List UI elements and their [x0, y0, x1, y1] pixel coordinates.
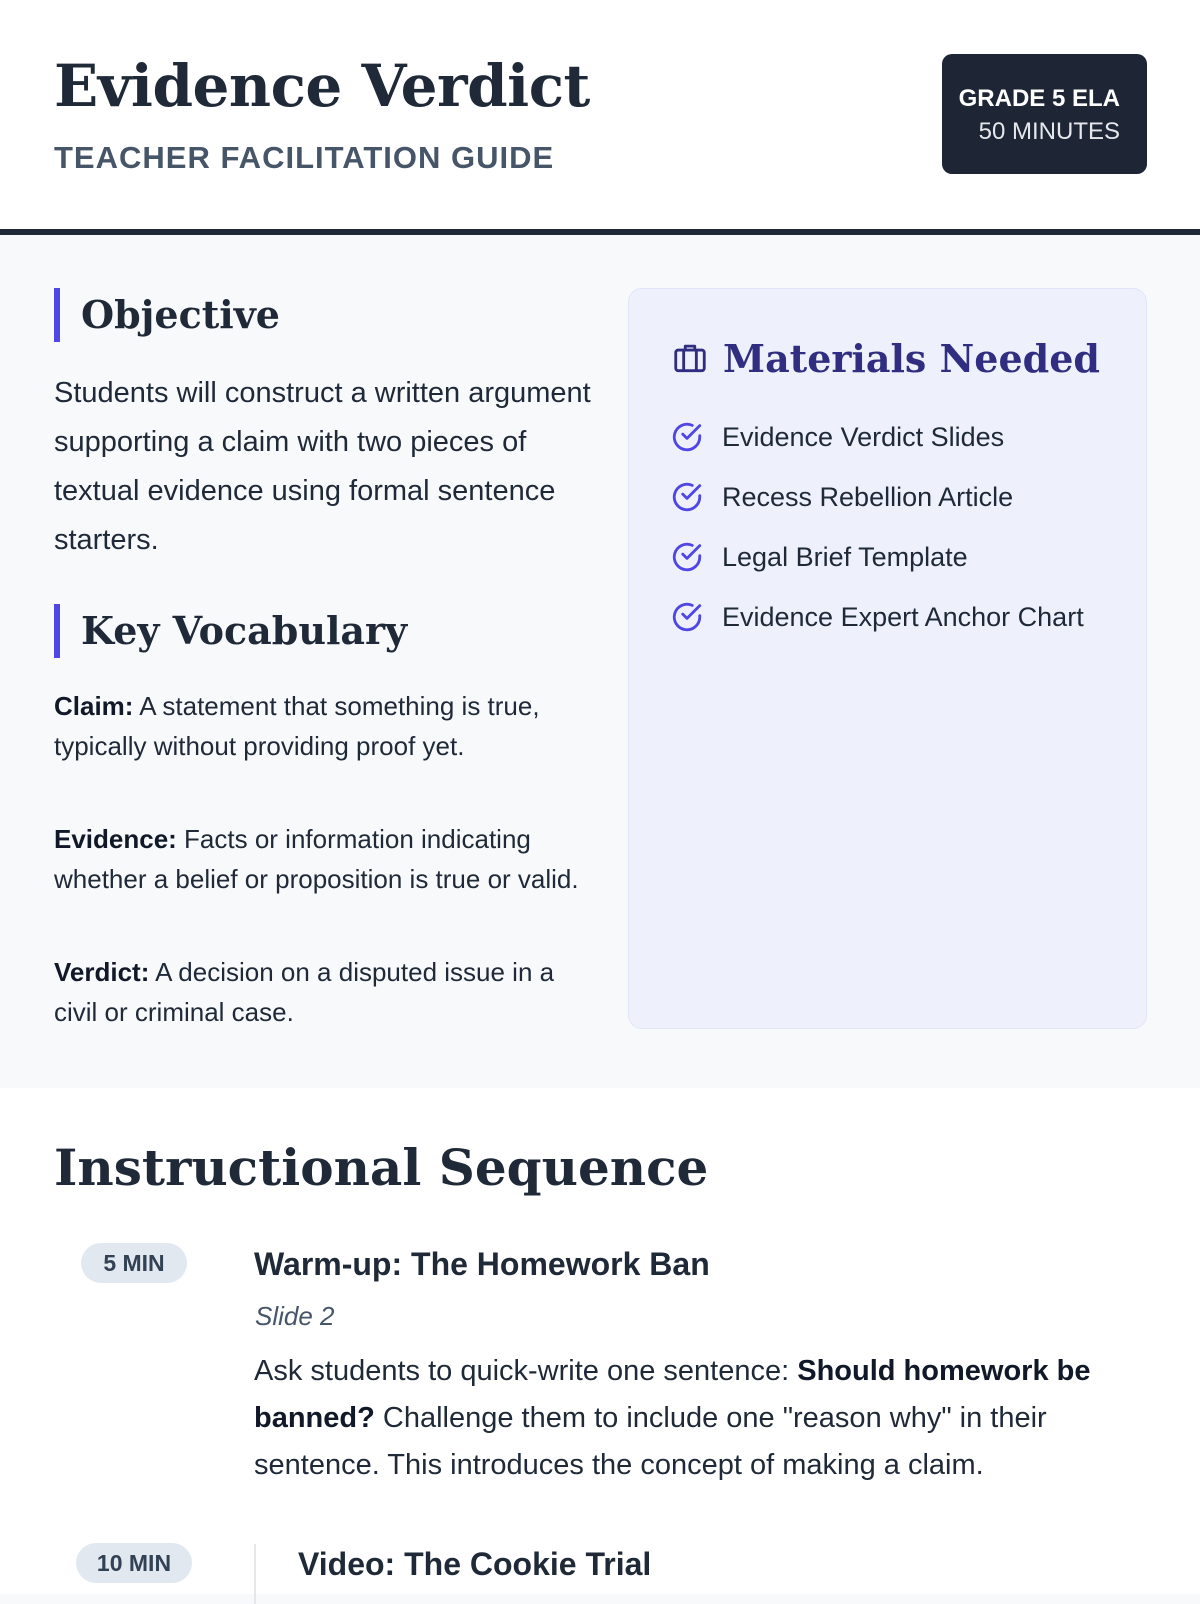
badge-duration: 50 MINUTES [978, 118, 1120, 145]
vocab-entry-evidence [54, 819, 594, 899]
page-title: Evidence Verdict [54, 52, 590, 120]
list-item [670, 407, 1084, 467]
materials-list [670, 407, 1084, 647]
materials-heading: Materials Needed [723, 335, 1100, 381]
vocab-definition: Facts or information indicating whether a belief or proposition is true or valid. [54, 824, 579, 894]
step-desc-text: Ask students to quick-write one sentence: [254, 1355, 798, 1387]
material-label: Evidence Verdict Slides [722, 421, 1005, 452]
check-circle-icon [670, 600, 704, 634]
badge-grade: GRADE 5 ELA [958, 85, 1120, 112]
sequence-heading: Instructional Sequence [54, 1138, 709, 1197]
objective-heading: Objective [54, 288, 280, 342]
material-label: Evidence Expert Anchor Chart [722, 601, 1084, 632]
step-desc-question: Should homework be banned? [254, 1355, 1091, 1434]
materials-header [671, 333, 1100, 383]
overview-section [0, 235, 1200, 1088]
material-label: Legal Brief Template [722, 541, 968, 572]
briefcase-icon [671, 339, 709, 377]
material-label: Recess Rebellion Article [722, 481, 1014, 512]
page-subtitle: TEACHER FACILITATION GUIDE [54, 140, 555, 175]
materials-panel [628, 288, 1147, 1029]
vocabulary-heading: Key Vocabulary [54, 604, 407, 658]
step-time-badge: 10 MIN [76, 1543, 192, 1583]
objective-text: Students will construct a written argument supporting a claim with two pieces of textual evidence using formal sentence starters. [54, 377, 591, 556]
step-slide-ref: Slide 2 [255, 1301, 335, 1331]
list-item [670, 527, 1084, 587]
check-circle-icon [670, 480, 704, 514]
sequence-section [0, 1088, 1200, 1594]
step-description [254, 1348, 1144, 1489]
vocab-definition: A statement that something is true, typically without providing proof yet. [54, 691, 540, 761]
list-item [670, 467, 1084, 527]
grade-duration-badge [942, 54, 1147, 174]
check-circle-icon [670, 540, 704, 574]
vocab-term: Verdict: [54, 957, 150, 987]
vocab-term: Claim: [54, 691, 134, 721]
step-time-badge: 5 MIN [81, 1243, 187, 1283]
check-circle-icon [670, 420, 704, 454]
timeline-line [254, 1544, 256, 1604]
vocab-definition: A decision on a disputed issue in a civil or criminal case. [54, 957, 555, 1027]
step-title: Warm-up: The Homework Ban [254, 1246, 710, 1282]
vocab-term: Evidence: [54, 824, 177, 854]
vocab-entry-claim [54, 686, 594, 766]
list-item [670, 587, 1084, 647]
vocab-entry-verdict [54, 952, 594, 1032]
step-title: Video: The Cookie Trial [298, 1546, 652, 1582]
page-header [0, 0, 1200, 235]
step-desc-text: Challenge them to include one "reason why" in their sentence. This introduces the concept of making a claim. [254, 1402, 1047, 1481]
